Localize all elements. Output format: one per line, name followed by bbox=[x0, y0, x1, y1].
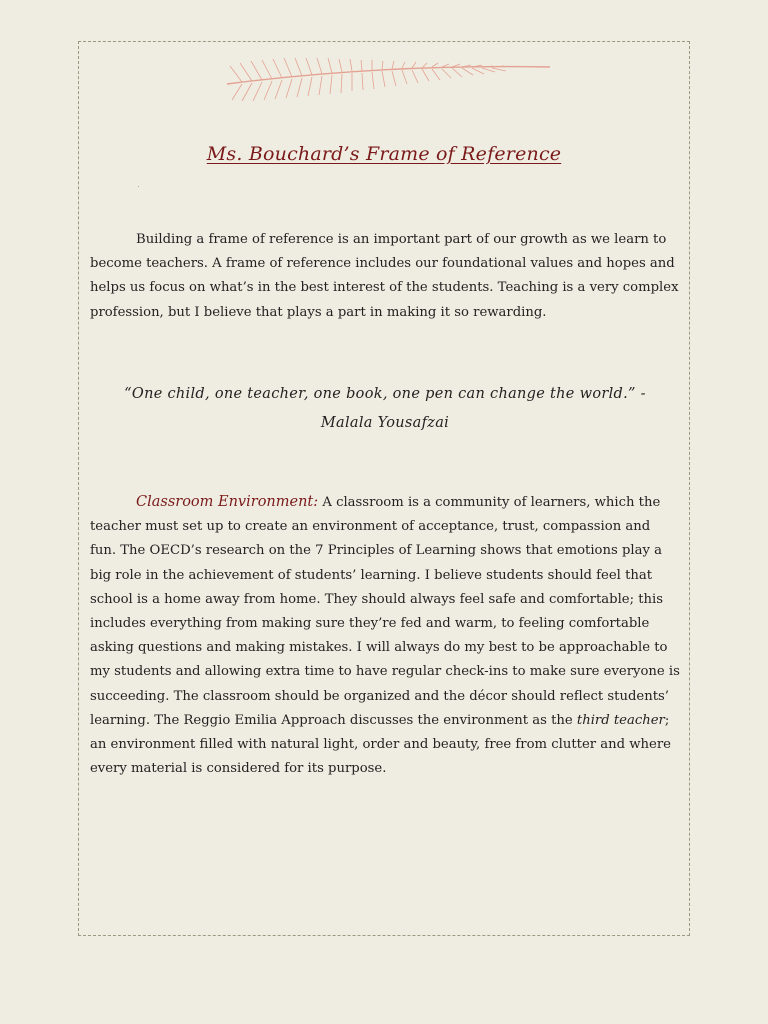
section-emphasis: third teacher bbox=[576, 712, 665, 728]
section-heading: Classroom Environment: bbox=[136, 494, 319, 510]
stray-mark bbox=[138, 186, 139, 187]
quote-block bbox=[90, 380, 680, 438]
intro-paragraph bbox=[90, 228, 680, 325]
quote-text: “One child, one teacher, one book, one pen can change the world.” - bbox=[124, 386, 646, 402]
intro-text: Building a frame of reference is an important part of our growth as we learn to become teachers. A frame of reference includes our foundational values and hopes and helps us focus on what’s in the best interest of the students. Teaching is a very complex profession, but I believe that plays a part in making it so rewarding. bbox=[90, 232, 679, 320]
dashed-page-border bbox=[78, 41, 690, 936]
section-text-part2: ; an environment filled with natural light, order and beauty, free from clutter and where every material is considered for its purpose. bbox=[90, 712, 671, 777]
feather-icon bbox=[222, 54, 552, 104]
section-text-part1: A classroom is a community of learners, which the teacher must set up to create an environment of acceptance, trust, compassion and fun. The OECD’s research on the 7 Principles of Learning shows that emotions play a big role in the achievement of students’ learning. I believe students should feel that school is a home away from home. They should always feel safe and comfortable; this includes everything from making sure they’re fed and warm, to feeling comfortable asking questions and making mistakes. I will always do my best to be approachable to my students and allowing extra time to have regular check-ins to make sure everyone is succeeding. The classroom should be organized and the décor should reflect students’ learning. The Reggio Emilia Approach discusses the environment as the bbox=[90, 495, 680, 728]
quote-author: Malala Yousafzai bbox=[320, 415, 450, 431]
classroom-environment-paragraph bbox=[90, 490, 680, 781]
page-title: Ms. Bouchard’s Frame of Reference bbox=[206, 143, 562, 165]
